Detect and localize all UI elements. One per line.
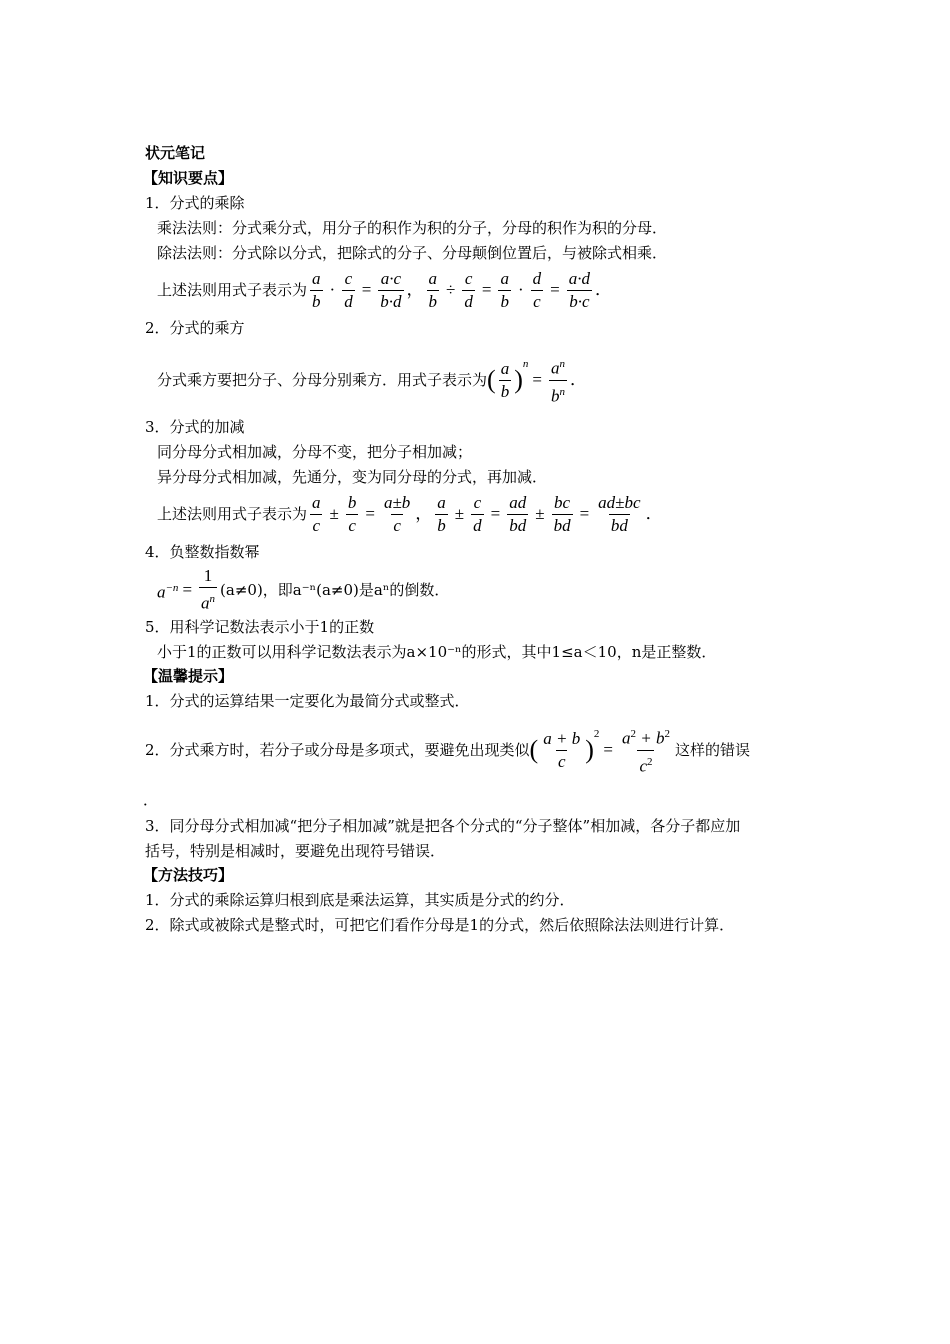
item3-title: 3．分式的加减	[145, 418, 245, 436]
methods-heading: 【方法技巧】	[143, 866, 234, 884]
item2-text: 分式乘方要把分子、分母分别乘方．用式子表示为	[157, 371, 488, 389]
tip-1: 1．分式的运算结果一定要化为最简分式或整式．	[145, 692, 470, 710]
add-sub-formula-line	[157, 490, 663, 538]
item4-text: (a≠0)，即a⁻ⁿ(a≠0)是aⁿ的倒数．	[220, 581, 450, 599]
item5-title: 5．用科学记数法表示小于1的正数	[145, 618, 375, 636]
diff-denominator-rule: 异分母分式相加减，先通分，变为同分母的分式，再加减．	[157, 468, 548, 486]
negative-exponent-formula: $a^{-n}$ = $\frac{1}{a^n}$	[157, 566, 216, 613]
tip-2-after: 这样的错误	[674, 741, 750, 759]
negative-exponent-line	[157, 566, 449, 614]
tip-2-period: ．	[143, 791, 159, 809]
item2-title: 2．分式的乘方	[145, 319, 245, 337]
item4-title: 4．负整数指数幂	[145, 543, 260, 561]
power-formula: ( $\frac{a}{b}$ ) n = $\frac{a^n}{b^n}$ ．	[487, 357, 587, 406]
tip-3-line2: 括号，特别是相减时，要避免出现符号错误．	[145, 842, 446, 860]
div-rule: 除法法则：分式除以分式，把除式的分子、分母颠倒位置后，与被除式相乘．	[157, 244, 668, 262]
tip-2-line	[145, 722, 750, 778]
mul-rule: 乘法法则：分式乘分式，用分子的积作为积的分子，分母的积作为积的分母．	[157, 219, 668, 237]
formula-intro-3: 上述法则用式子表示为	[157, 505, 308, 523]
add-sub-formula: $\frac{a}{c}$ ± $\frac{b}{c}$ = $\frac{a\pm b}{c}$ ， $\frac{a}{b}$ ± $\frac{c}{d}$ = $\frac{ad}{bd}$ ± $\frac{bc}{bd}$ = $\frac{ad\pm bc}{bd}$ ．	[312, 492, 663, 535]
method-1: 1．分式的乘除运算归根到底是乘法运算，其实质是分式的约分．	[145, 891, 575, 909]
method-2: 2．除式或被除式是整式时，可把它们看作分母是1的分式，然后依照除法法则进行计算．	[145, 916, 735, 934]
document-title: 状元笔记	[145, 144, 206, 162]
item1-title: 1．分式的乘除	[145, 194, 245, 212]
knowledge-heading: 【知识要点】	[143, 169, 234, 187]
tip-2-formula: ( $\frac{a + b}{c}$ ) 2 = $\frac{a^2 + b^2}{c^2}$	[529, 727, 670, 776]
same-denominator-rule: 同分母分式相加减，分母不变，把分子相加减；	[157, 443, 473, 461]
mul-div-formula-line	[157, 266, 612, 314]
tip-3-line1: 3．同分母分式相加减“把分子相加减”就是把各个分式的“分子整体”相加减，各分子都应加	[145, 817, 741, 835]
power-formula-line	[157, 356, 587, 404]
formula-intro-1: 上述法则用式子表示为	[157, 281, 308, 299]
tip-2-before: 2．分式乘方时，若分子或分母是多项式，要避免出现类似	[145, 741, 530, 759]
mul-div-formula: $\frac{a}{b}$ · $\frac{c}{d}$ = $\frac{a\cdot c}{b\cdot d}$ ， $\frac{a}{b}$ ÷ $\frac{c}{d}$ = $\frac{a}{b}$ · $\frac{d}{c}$ = $\frac{a\cdot d}{b\cdot c}$ ．	[312, 268, 612, 311]
tips-heading: 【温馨提示】	[143, 667, 234, 685]
item5-text: 小于1的正数可以用科学记数法表示为a×10⁻ⁿ的形式，其中1≤a＜10，n是正整数．	[157, 643, 717, 661]
